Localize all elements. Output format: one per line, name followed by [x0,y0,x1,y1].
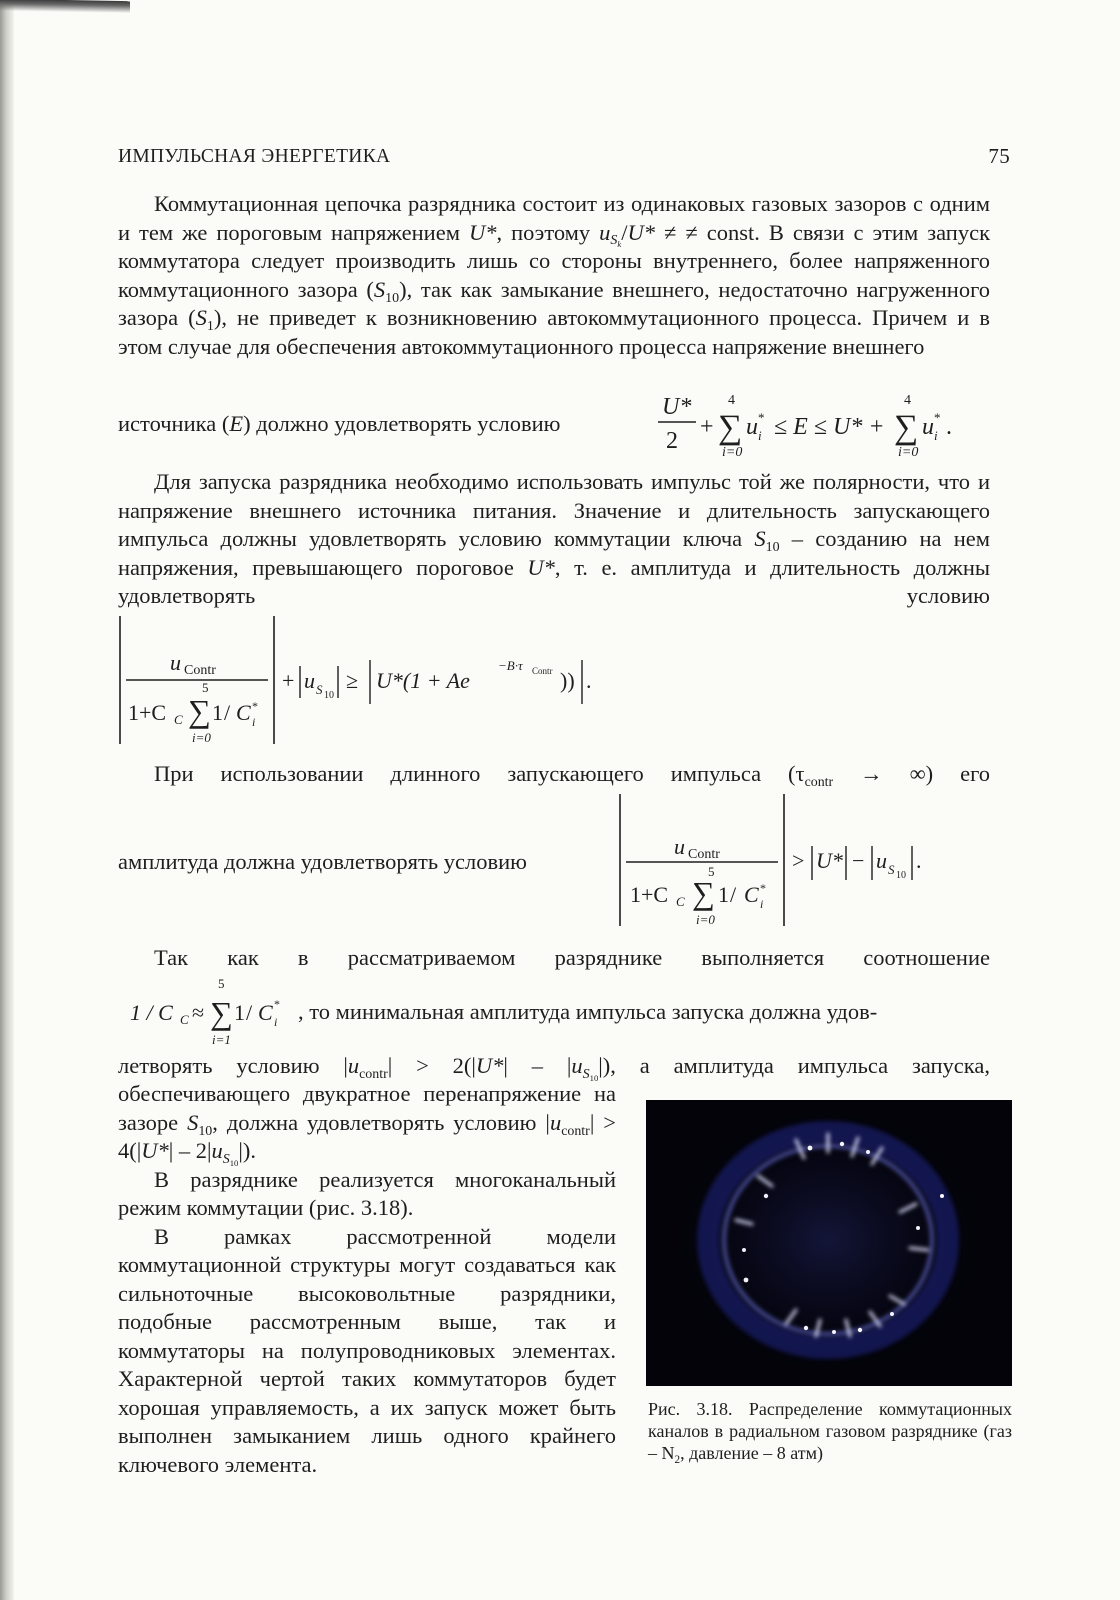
formula-1-lead: источника (E) должно удовлетворять условию [118,411,561,436]
svg-text:)): )) [560,668,575,693]
svg-text:∑: ∑ [894,409,919,446]
narrow-column: обеспечивающего двукратное перенапряжение на зазоре $S_{10}$, должна удовлетворять условию $|u_{contr}| > 4(|U*| - 2|u_{S_{10}}|)$. В разряднике реализуется многоканальный режим коммутации (рис. 3.18). В рамках рассмотренной модели коммутационной структуры могут создаваться как сильноточные высоковольтные разрядники, подобные рассмотренным выше, так и коммутаторы на полупроводниковых элементах. Характерной чертой таких коммутаторов будет хорошая управляемость, а их запуск может быть выполнен замыканием лишь одного крайнего ключевого элемента. [118,1080,616,1479]
svg-text:5: 5 [202,680,209,695]
svg-text:C: C [174,712,183,727]
svg-text:*: * [934,410,941,425]
svg-text:u: u [170,650,181,675]
svg-text:1: 1 [212,700,223,725]
svg-text:1+C: 1+C [630,882,669,907]
formula-3-lead: амплитуда должна удовлетворять условию [118,849,527,874]
svg-text:10: 10 [896,870,906,881]
svg-text:.: . [586,668,592,693]
svg-text:C: C [236,700,251,725]
svg-text:5: 5 [708,864,715,879]
svg-text:S: S [316,682,323,697]
paragraph-4-tail: , то минимальная амплитуда импульса запуска должна удов- [298,999,878,1024]
svg-text:>: > [792,848,805,873]
paragraph-1: Коммутационная цепочка разрядника состоит из одинаковых газовых зазоров с одним и тем же пороговым напряжением U*, поэтому $u_{S_k}/U*$ ≠ ≠ const. В связи с этим запуск коммутатора следует производить лишь со стороны внутреннего, более напряженного коммутационного зазора $(S_{10})$, так как замыкание внешнего, недостаточно нагруженного зазора $(S_1)$, не приведет к возникновению автокоммутационного процесса. Причем и в этом случае для обеспечения автокоммутационного процесса напряжение внешнего [118,191,990,359]
svg-text:C: C [258,1000,273,1025]
svg-text:C: C [744,882,759,907]
svg-text:i=0: i=0 [898,445,919,460]
svg-text:−B·τ: −B·τ [498,658,523,673]
svg-text:U*(1 + Ae: U*(1 + Ae [376,668,470,693]
figure-3-18-photo [646,1100,1012,1386]
svg-text:1: 1 [718,882,729,907]
running-head: ИМПУЛЬСНАЯ ЭНЕРГЕТИКА [118,146,391,167]
svg-text:*: * [274,997,280,1011]
book-spine-shadow [0,0,14,1600]
formula-4 [118,974,308,1048]
discharge-channels-image [646,1100,1012,1386]
svg-text:.: . [946,414,952,440]
svg-text:Contr: Contr [184,663,216,678]
svg-text:1 / C: 1 / C [130,1000,173,1025]
svg-text:i: i [274,1015,278,1029]
page-header [118,146,1010,168]
svg-text:/: / [730,882,737,907]
svg-text:*: * [758,410,765,425]
svg-text:≥: ≥ [346,668,359,693]
svg-text:i: i [760,897,764,911]
f1-numerator: U* [662,394,692,420]
svg-text:i=1: i=1 [212,1032,231,1047]
svg-text:i=0: i=0 [696,912,715,927]
svg-text:u: u [304,668,315,693]
page-number: 75 [988,144,1010,168]
svg-text:10: 10 [324,690,334,701]
figure-caption: Рис. 3.18. Распределение коммутационных каналов в радиальном газовом разряднике ($газ - N_2$, давление – 8 атм) [648,1399,1012,1466]
svg-text:Contr: Contr [532,666,553,676]
svg-text:i: i [758,428,762,443]
svg-text:4: 4 [904,393,911,408]
svg-text:u: u [876,848,887,873]
svg-text:1: 1 [234,1000,245,1025]
f1-denominator: 2 [666,428,678,454]
svg-text:*: * [252,699,258,713]
paragraph-7: В рамках рассмотренной модели коммутационной структуры могут создаваться как сильноточные высоковольтные разрядники, подобные рассмотренным выше, так и коммутаторы на полупроводниковых элементах. Характерной чертой таких коммутаторов будет хорошая управляемость, а их запуск может быть выполнен замыканием лишь одного крайнего ключевого элемента. [118,1223,616,1477]
svg-text:−: − [852,848,865,873]
svg-text:.: . [916,848,922,873]
svg-text:U*: U* [816,848,843,873]
svg-text:C: C [180,1012,189,1027]
f1-sum-sign: ∑ [718,409,743,446]
formula-2 [112,612,612,748]
svg-text:i: i [934,428,938,443]
svg-text:∑: ∑ [188,693,211,729]
svg-text:5: 5 [218,976,225,991]
svg-text:u: u [746,414,758,440]
paragraph-5-line-1: летворять условию $|u_{contr}| > 2(|U*| - |u_{S_{10}}|)$, а амплитуда импульса запуска, [118,1053,990,1083]
svg-text:i=0: i=0 [192,730,211,745]
svg-text:i: i [252,715,256,729]
svg-text:1+C: 1+C [128,700,167,725]
svg-text:+: + [282,668,295,693]
paragraph-6: В разряднике реализуется многоканальный режим коммутации (рис. 3.18). [118,1166,616,1220]
svg-text:/: / [246,1000,253,1025]
paragraph-4: Так как в рассматриваемом разряднике выполняется соотношение [154,945,990,970]
svg-text:S: S [888,862,895,877]
paragraph-3: При использовании длинного запускающего импульса ($\tau_{contr}$ → ∞) его [154,761,990,790]
scan-edge-mark [0,0,130,13]
f1-middle: ≤ E ≤ U* + [774,414,885,440]
f1-sum-top: 4 [728,393,735,408]
svg-text:u: u [922,414,934,440]
svg-text:*: * [760,881,766,895]
svg-text:Contr: Contr [688,847,720,862]
svg-text:+: + [700,414,714,440]
formula-3 [612,790,952,930]
svg-text:∑: ∑ [692,875,715,911]
svg-text:/: / [224,700,231,725]
f1-sum-bottom: i=0 [722,445,743,460]
svg-text:≈: ≈ [192,1000,205,1025]
svg-text:C: C [676,894,685,909]
svg-text:u: u [674,834,685,859]
svg-text:∑: ∑ [210,995,233,1031]
formula-1 [650,388,990,464]
paragraph-2: Для запуска разрядника необходимо использовать импульс той же полярности, что и напряжение внешнего источника питания. Значение и длительность запускающего импульса должны удовлетворять условию коммутации ключа $S_{10}$ – созданию на нем напряжения, превышающего пороговое U*, т. е. амплитуда и длительность должны удовлетворять условию [118,469,990,608]
